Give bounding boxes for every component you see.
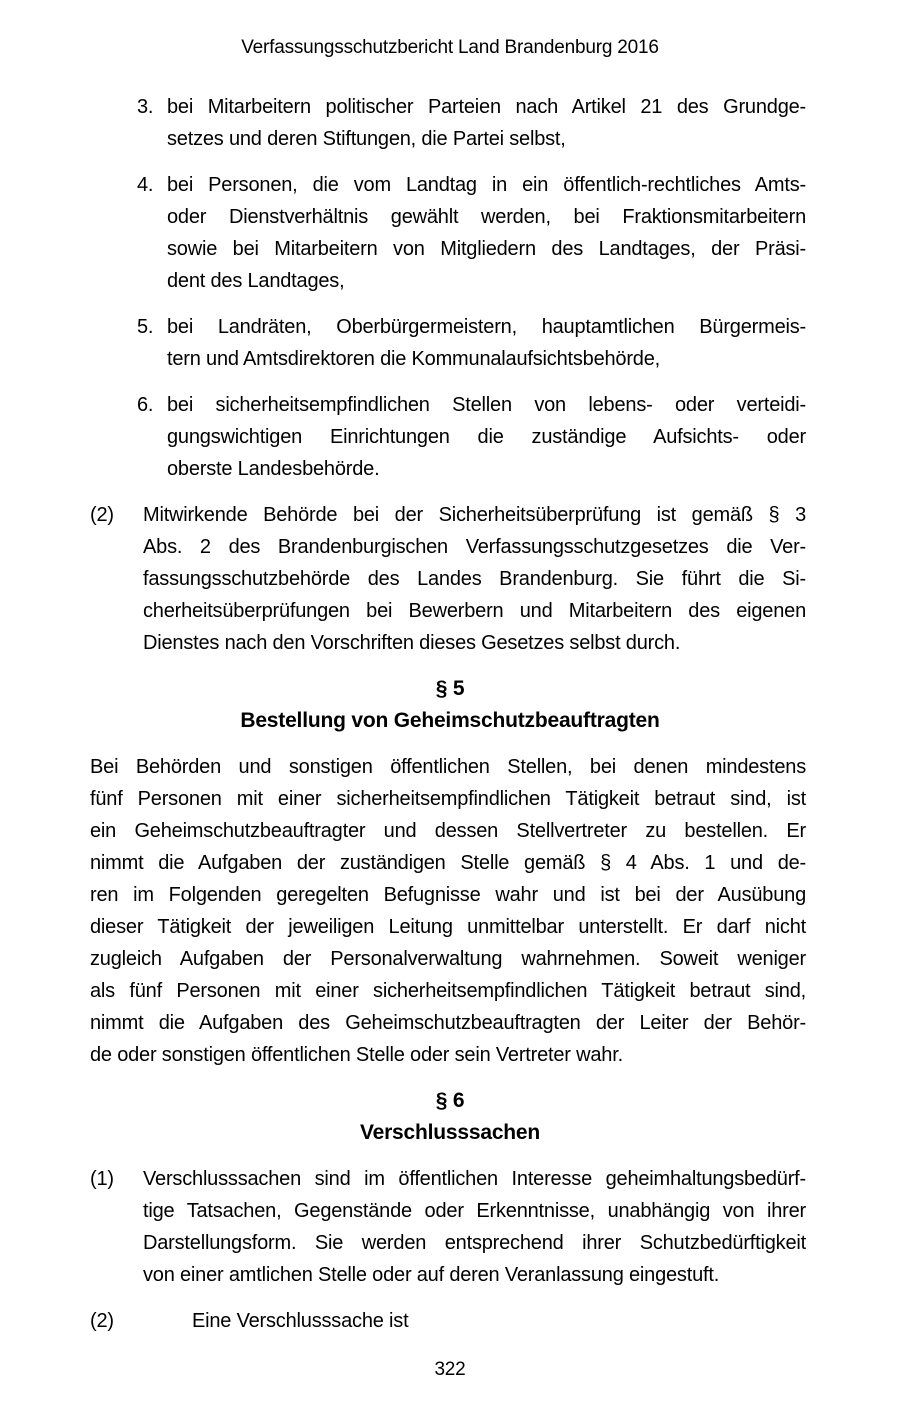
page-number: 322	[434, 1359, 466, 1380]
text-line: bei Personen, die vom Landtag in ein öffentlich-rechtliches Amts-	[167, 174, 806, 196]
page-content	[0, 91, 900, 1337]
text-line: setzes und deren Stiftungen, die Partei selbst,	[167, 128, 566, 150]
section-6-paragraph-1	[90, 1163, 900, 1291]
text-line: von einer amtlichen Stelle oder auf deren Veranlassung eingestuft.	[143, 1264, 720, 1286]
text-line: Mitwirkende Behörde bei der Sicherheitsüberprüfung ist gemäß § 3	[143, 504, 806, 526]
text-line: ein Geheimschutzbeauftragter und dessen Stellvertreter zu bestellen. Er	[90, 820, 806, 842]
list-item-text	[167, 389, 806, 485]
section-6-title: Verschlusssachen	[359, 1121, 541, 1144]
section-6-number: § 6	[435, 1089, 465, 1112]
text-line: nimmt die Aufgaben der zuständigen Stelle gemäß § 4 Abs. 1 und de-	[90, 852, 806, 874]
text-line: Verschlusssachen sind im öffentlichen Interesse geheimhaltungsbedürf-	[143, 1168, 806, 1190]
paragraph-text	[143, 499, 806, 659]
paragraph-abs2	[90, 499, 900, 659]
section-5-number: § 5	[435, 677, 465, 700]
text-line: bei Landräten, Oberbürgermeistern, hauptamtlichen Bürgermeis-	[167, 316, 806, 338]
paragraph-text: Eine Verschlusssache ist	[192, 1310, 409, 1332]
text-line: bei sicherheitsempfindlichen Stellen von lebens- oder verteidi-	[167, 394, 806, 416]
text-line: bei Mitarbeitern politischer Parteien nach Artikel 21 des Grundge-	[167, 96, 806, 118]
section-5-heading	[0, 673, 900, 737]
text-line: Dienstes nach den Vorschriften dieses Gesetzes selbst durch.	[143, 632, 681, 654]
list-item-number: 5.	[137, 316, 154, 338]
text-line: Bei Behörden und sonstigen öffentlichen Stellen, bei denen mindestens	[90, 756, 806, 778]
text-line: dent des Landtages,	[167, 270, 345, 292]
text-line: zugleich Aufgaben der Personalverwaltung wahrnehmen. Soweit weniger	[90, 948, 806, 970]
text-line: Abs. 2 des Brandenburgischen Verfassungsschutzgesetzes die Ver-	[143, 536, 806, 558]
list-item-3	[137, 91, 900, 155]
paragraph-number: (1)	[90, 1168, 114, 1190]
text-line: tige Tatsachen, Gegenstände oder Erkenntnisse, unabhängig von ihrer	[143, 1200, 806, 1222]
list-item-6	[137, 389, 900, 485]
list-item-number: 6.	[137, 394, 154, 416]
section-6-heading	[0, 1085, 900, 1149]
text-line: oberste Landesbehörde.	[167, 458, 380, 480]
text-line: fassungsschutzbehörde des Landes Brandenburg. Sie führt die Si-	[143, 568, 806, 590]
text-line: oder Dienstverhältnis gewählt werden, bei Fraktionsmitarbeitern	[167, 206, 806, 228]
paragraph-number: (2)	[90, 504, 114, 526]
running-header: Verfassungsschutzbericht Land Brandenburg 2016	[241, 37, 659, 58]
text-line: dieser Tätigkeit der jeweiligen Leitung unmittelbar unterstellt. Er darf nicht	[90, 916, 806, 938]
section-5-body	[90, 751, 806, 1071]
list-item-5	[137, 311, 900, 375]
list-item-text	[167, 91, 806, 155]
list-item-text	[167, 311, 806, 375]
text-line: als fünf Personen mit einer sicherheitsempfindlichen Tätigkeit betraut sind,	[90, 980, 806, 1002]
text-line: tern und Amtsdirektoren die Kommunalaufsichtsbehörde,	[167, 348, 661, 370]
text-line: Darstellungsform. Sie werden entsprechend ihrer Schutzbedürftigkeit	[143, 1232, 806, 1254]
section-6-paragraph-2	[90, 1305, 900, 1337]
text-line: nimmt die Aufgaben des Geheimschutzbeauftragten der Leiter der Behör-	[90, 1012, 806, 1034]
list-item-text	[167, 169, 806, 297]
list-item-number: 4.	[137, 174, 154, 196]
text-line: cherheitsüberprüfungen bei Bewerbern und Mitarbeitern des eigenen	[143, 600, 806, 622]
paragraph-text	[143, 1163, 806, 1291]
section-5-title: Bestellung von Geheimschutzbeauftragten	[240, 709, 660, 732]
text-line: ren im Folgenden geregelten Befugnisse wahr und ist bei der Ausübung	[90, 884, 806, 906]
text-line: gungswichtigen Einrichtungen die zuständige Aufsichts- oder	[167, 426, 806, 448]
text-line: de oder sonstigen öffentlichen Stelle oder sein Vertreter wahr.	[90, 1044, 623, 1066]
text-line: fünf Personen mit einer sicherheitsempfindlichen Tätigkeit betraut sind, ist	[90, 788, 806, 810]
text-line: sowie bei Mitarbeitern von Mitgliedern des Landtages, der Präsi-	[167, 238, 806, 260]
list-item-4	[137, 169, 900, 297]
list-item-number: 3.	[137, 96, 154, 118]
paragraph-number: (2)	[90, 1310, 114, 1332]
